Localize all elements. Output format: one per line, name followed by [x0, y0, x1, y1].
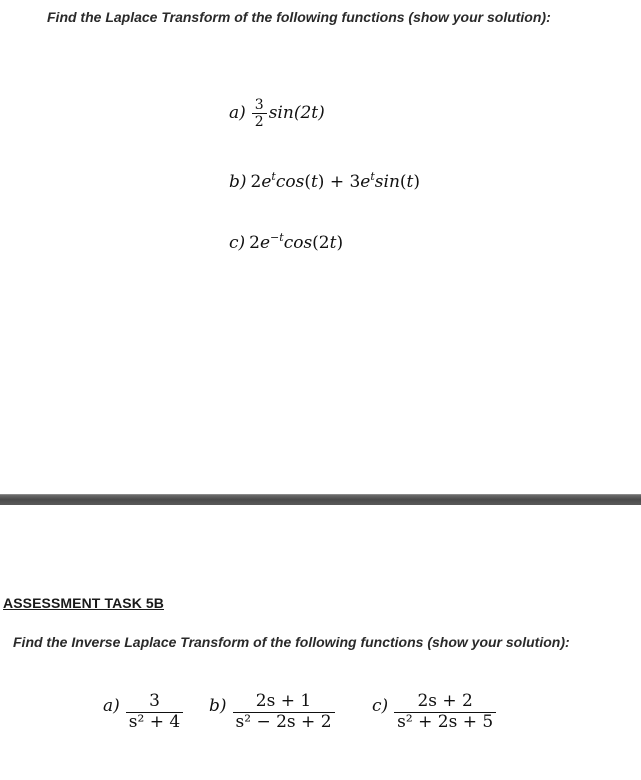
laplace-item-a	[229, 97, 325, 130]
inverse-laplace-instruction: Find the Inverse Laplace Transform of the following functions (show your solution):	[13, 634, 570, 650]
coefficient-fraction	[252, 97, 267, 130]
fraction-numerator: 3	[126, 692, 183, 713]
item-label-c: c)	[372, 695, 389, 716]
fraction-b	[233, 692, 335, 732]
laplace-item-b	[229, 170, 420, 192]
item-label-c: c)	[229, 233, 246, 253]
fraction-denominator: s² + 2s + 5	[397, 711, 494, 732]
item-label-b: b)	[209, 695, 227, 716]
fraction-denominator: 2	[254, 114, 264, 131]
fraction-denominator: s² + 4	[128, 711, 181, 732]
fraction-numerator: 3	[252, 97, 267, 114]
inverse-item-c	[372, 692, 498, 732]
inverse-item-a	[103, 692, 185, 732]
fraction-numerator: 2s + 2	[394, 692, 496, 713]
laplace-item-c	[229, 231, 343, 253]
fraction-c	[394, 692, 496, 732]
function-text: sin(2t)	[268, 103, 325, 124]
expression-c: $2e^{-t}\cos(2t)$	[249, 231, 344, 253]
fraction-numerator: 2s + 1	[233, 692, 335, 713]
item-label-a: a)	[229, 103, 246, 124]
page-divider	[0, 494, 641, 505]
item-label-a: a)	[103, 695, 120, 716]
item-label-b: b)	[229, 172, 247, 192]
assessment-title: ASSESSMENT TASK 5B	[3, 595, 165, 611]
fraction-a	[126, 692, 183, 732]
expression-b: $2e^t\cos(t) + 3e^t\sin(t)$	[250, 170, 421, 192]
fraction-denominator: s² − 2s + 2	[235, 711, 332, 732]
inverse-item-b	[209, 692, 337, 732]
laplace-instruction: Find the Laplace Transform of the following functions (show your solution):	[47, 9, 551, 25]
